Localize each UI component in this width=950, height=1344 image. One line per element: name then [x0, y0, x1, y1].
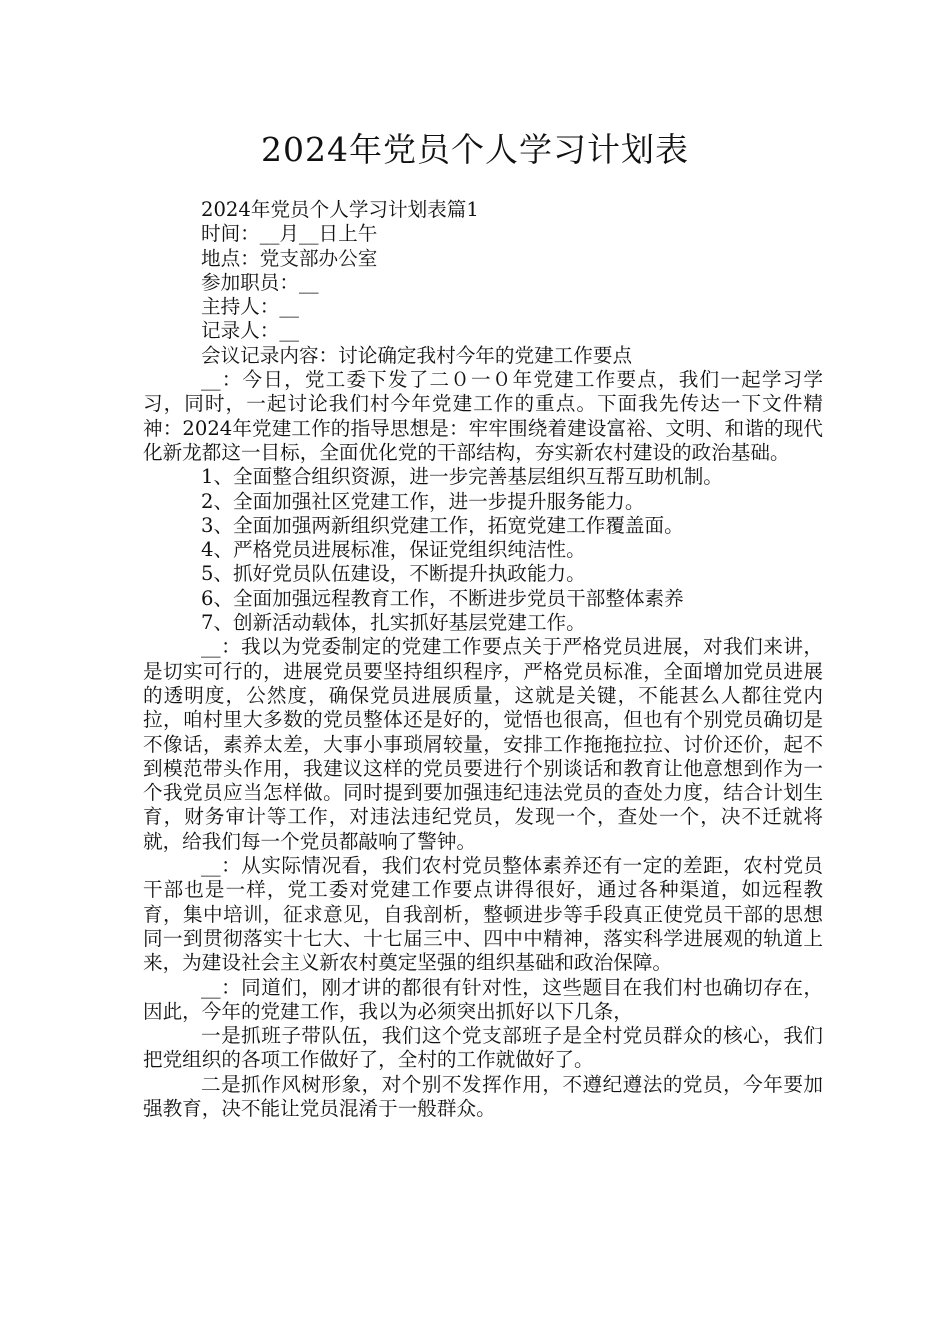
paragraph-time: 时间：__月__日上午 [201, 222, 378, 246]
document-body [143, 198, 823, 1121]
list-item-1: 1、全面整合组织资源，进一步完善基层组织互帮互助机制。 [201, 465, 723, 489]
paragraph-point-one: 一是抓班子带队伍，我们这个党支部班子是全村党员群众的核心，我们把党组织的各项工作做好了，全村的工作就做好了。 [143, 1024, 823, 1072]
paragraph-member-quality: __：从实际情况看，我们农村党员整体素养还有一定的差距，农村党员干部也是一样，党工委对党建工作要点讲得很好，通过各种渠道，如远程教育，集中培训，征求意见，自我剖析，整顿进步等手段真正使党员干部的思想同一到贯彻落实十七大、十七届三中、四中中精神，落实科学进展观的轨道上来，为建设社会主义新农村奠定坚强的组织基础和政治保障。 [143, 854, 823, 975]
paragraph-member-standards: __：我以为党委制定的党建工作要点关于严格党员进展，对我们来讲，是切实可行的，进展党员要坚持组织程序，严格党员标准，全面增加党员进展的透明度，公然度，确保党员进展质量，这就是关键，不能甚么人都往党内拉，咱村里大多数的党员整体还是好的，觉悟也很高，但也有个别党员确切是不像话，素养太差，大事小事琐屑较量，安排工作拖拖拉拉、讨价还价，起不到模范带头作用，我建议这样的党员要进行个别谈话和教育让他意想到作为一个我党员应当怎样做。同时提到要加强违纪违法党员的查处力度，结合计划生育，财务审计等工作，对违法违纪党员，发现一个，查处一个，决不迁就将就，给我们每一个党员都敲响了警钟。 [143, 635, 823, 853]
paragraph-location: 地点：党支部办公室 [201, 246, 378, 270]
paragraph-minutes-topic: 会议记录内容：讨论确定我村今年的党建工作要点 [201, 343, 633, 367]
list-item-2: 2、全面加强社区党建工作，进一步提升服务能力。 [201, 489, 645, 513]
paragraph-recorder: 记录人：__ [201, 319, 299, 343]
paragraph-opening-remarks: __：今日，党工委下发了二０一０年党建工作要点，我们一起学习学习，同时，一起讨论我们村今年党建工作的重点。下面我先传达一下文件精神：2024年党建工作的指导思想是：牢牢围绕着建设富裕、文明、和谐的现代化新龙都这一目标，全面优化党的干部结构，夯实新农村建设的政治基础。 [143, 368, 823, 464]
list-item-5: 5、抓好党员队伍建设，不断提升执政能力。 [201, 562, 586, 586]
list-item-7: 7、创新活动载体，扎实抓好基层党建工作。 [201, 611, 586, 635]
paragraph-heading: 2024年党员个人学习计划表篇1 [201, 198, 479, 221]
paragraph-attendees: 参加职员：__ [201, 270, 319, 294]
list-item-4: 4、严格党员进展标准，保证党组织纯洁性。 [201, 538, 586, 562]
paragraph-point-two: 二是抓作风树形象，对个别不发挥作用，不遵纪遵法的党员，今年要加强教育，决不能让党员混淆于一般群众。 [143, 1072, 823, 1120]
document-title: 2024年党员个人学习计划表 [261, 130, 689, 169]
paragraph-key-points: __：同道们，刚才讲的都很有针对性，这些题目在我们村也确切存在，因此，今年的党建工作，我以为必须突出抓好以下几条， [143, 975, 823, 1023]
paragraph-host: 主持人：__ [201, 295, 299, 319]
list-item-3: 3、全面加强两新组织党建工作，拓宽党建工作覆盖面。 [201, 513, 684, 537]
list-item-6: 6、全面加强远程教育工作，不断进步党员干部整体素养 [201, 586, 684, 610]
